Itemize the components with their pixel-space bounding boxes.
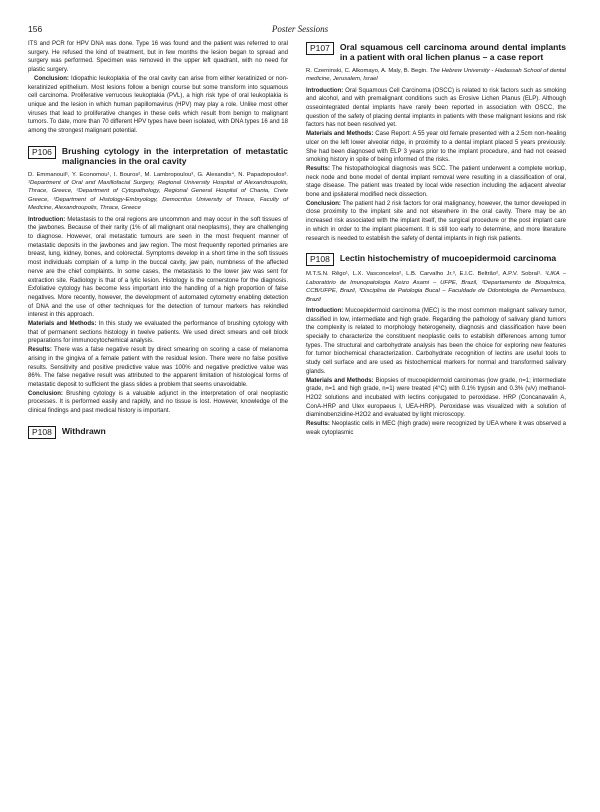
section-label: Materials and Methods: bbox=[306, 377, 374, 384]
section-text: Neoplastic cells in MEC (high grade) were recognized by UEA where it was observed a weak cytoplasmic bbox=[306, 421, 566, 436]
abstract-section bbox=[306, 377, 566, 421]
conclusion-label: Conclusion: bbox=[34, 75, 69, 82]
abstract-section bbox=[28, 346, 288, 390]
author-list: D. Emmanouil¹, Y. Economou¹, I. Bouros², M. Lambropoulou³, G. Alexandis⁴, N. Papadopoulos³. bbox=[28, 171, 288, 178]
abstract-title: Brushing cytology in the interpretation of metastatic malignancies in the oral cavity bbox=[61, 145, 288, 167]
abstract-section bbox=[28, 390, 288, 416]
abstract-section bbox=[28, 320, 288, 346]
author-affiliations: ¹Department of Oral and Maxillofacial Surgery, Regional University Hospital of Alexandroupolis, Thrace, Greece, ²Department of Cytopathology, Regional General Hospital of Chania, Crete Greece, ³Department of Histology-Embryology, Democritus University of Thrace, Faculty of Medicine, Alexandroupolis, Thrace, Greece bbox=[28, 179, 288, 212]
author-list: R. Czerninski, C. Alkomayo, A. Maly, B. Begin. bbox=[306, 67, 428, 74]
section-text: The patient had 2 risk factors for oral malignancy, however, the tumor developed in close proximity to the implant site and not elsewhere in the oral cavity. There may be an increased risk associated with the implant itself, the surgical procedure or the post implant care in which in order to the implant placement. It is still too early to determine, and more literature research is needed to establish the safety of dental implants in high risk patients. bbox=[306, 200, 566, 242]
section-label: Introduction: bbox=[28, 216, 66, 223]
abstract-id-badge: P107 bbox=[306, 42, 334, 55]
abstract-section bbox=[306, 87, 566, 131]
continuation-conclusion bbox=[28, 75, 288, 136]
section-label: Materials and Methods: bbox=[28, 321, 97, 328]
abstract-title: Lectin histochemistry of mucoepidermoid carcinoma bbox=[339, 253, 557, 264]
conclusion-text: Idiopathic leukoplakia of the oral cavity can arise from either keratinized or non-keratinized epithelium. Most lesions follow a benign course but some transform into squamous cell carcinoma. Proliferative verrucous leukoplakia (PVL), a high risk type of oral leukoplakia is unique and the lesion in which human papillomavirus (HPV) may play a role. Unlike most other viruses that lead to proliferative changes in these cells which result from benign to malignant tumors. To date, more than 70 different HPV types have been isolated, with DNA types 16 and 18 among the strongest malignant potential. bbox=[28, 75, 288, 135]
abstract-heading-p107 bbox=[306, 42, 566, 63]
section-label: Conclusion: bbox=[306, 200, 341, 207]
abstract-section bbox=[28, 216, 288, 320]
left-column bbox=[28, 40, 288, 443]
abstract-section bbox=[306, 200, 566, 244]
section-text: Oral Squamous Cell Carcinoma (OSCC) is related to risk factors such as smoking and alcohol, and with premalignant conditions such as Erosive Lichen Planus (ELP). Although osseointegrated dental implants have rarely been reported in association with OSCC, the question of the safety of placing dental implants in patients with these malignant lesions and risk factors has not been resolved yet. bbox=[306, 87, 566, 129]
abstract-title: Withdrawn bbox=[61, 425, 106, 436]
section-label: Introduction: bbox=[306, 307, 344, 314]
abstract-id-badge: P106 bbox=[28, 146, 56, 159]
section-label: Introduction: bbox=[306, 87, 344, 94]
author-list: M.T.S.N. Rêgo¹, L.X. Vasconcelos², L.B. Carvalho Jr.³, E.I.C. Beltrão², A.P.V. Sobral¹. bbox=[306, 271, 542, 278]
abstract-section bbox=[306, 307, 566, 377]
abstract-heading-p108 bbox=[306, 253, 566, 266]
abstract-authors bbox=[306, 67, 566, 84]
section-text: Biopsies of mucoepidermoid carcinomas (low grade, n=1; intermediate grade, n=1 and high grade, n=1) were treated (4°C) with 0.1% trypsin and 0.3% (v/v) methanol-H2O2 solutions and incubated with lectins conjugated to peroxidase. HRP (Concanavalin A, ConA-HRP and Ulex europaeus I, UEA-HRP). Peroxidase was visualized with a solution of diaminobenzidine-H2O2 and evaluated by light microscopy. bbox=[306, 377, 566, 419]
abstract-id-badge: P108 bbox=[28, 426, 56, 439]
abstract-section bbox=[306, 130, 566, 165]
abstract-heading-withdrawn bbox=[28, 426, 288, 439]
abstract-authors bbox=[306, 270, 566, 304]
continuation-paragraph: ITS and PCR for HPV DNA was done. Type 16 was found and the patient was referred to oral surgery. He refused the kind of treatment, but in few months the lesion began to spread and surgery was performed. Specimen was removed in the upper left quadrant, with no need for plastic surgery. bbox=[28, 41, 288, 74]
running-head: Poster Sessions bbox=[271, 24, 329, 34]
section-label: Results: bbox=[28, 347, 52, 354]
page-number: 156 bbox=[28, 24, 43, 34]
author-affiliations: The Hebrew University - Hadassah School of dental medicine, Jerusalem, Israel bbox=[306, 67, 566, 83]
page-header bbox=[28, 24, 572, 38]
section-label: Conclusion: bbox=[28, 390, 63, 397]
abstract-title: Oral squamous cell carcinoma around dental implants in a patient with oral lichen planus – a case report bbox=[339, 42, 566, 63]
section-text: There was a false negative result by direct smearing on scoring a case of melanoma arising in the gingiva of a female patient with the residual lesion. There were no false positive results. Sensitivity and positive predictive value was 100% and negative predictive value was 86%. The false negative result was attributed to the apparent limitation of histological forms of metastatic deposit to sufficient the glass slides a problem that seems unavoidable. bbox=[28, 347, 289, 388]
section-text: Metastasis to the oral regions are uncommon and may occur in the soft tissues of the jawbones. Because of their rarity (1% of all malignant oral neoplasms), they are challenging to diagnose. However, oral metastatic tumours are seen in the most frequent manner of metastatic deposits in the jawbones and jaw region. The most frequently reported primaries are breast, lung, kidney, bones, and colorectal. Symptoms develop in a short time in the soft tissues most individuals complain of a lump in the buccal cavity, jaw pain, numbness of the affected nerve are the chief complaints. In some cases, the metastasis to the lower jaw was sent for extraction site. Radiology is that of a lytic lesion. Histology is the cornerstone for the diagnosis. Exfoliative cytology has become less important into the handling of a high proportion of false negatives. More recently, however, the development of automated cytometry enabling detection of DNA and the use of other techniques for the detection of tumour markers has rekindled interest in this approach. bbox=[28, 216, 288, 319]
abstract-section bbox=[306, 165, 566, 200]
section-label: Results: bbox=[306, 165, 330, 172]
right-column bbox=[306, 40, 566, 437]
section-label: Materials and Methods: bbox=[306, 131, 374, 138]
section-label: Results: bbox=[306, 421, 330, 428]
abstract-section bbox=[306, 420, 566, 437]
abstract-heading-p106 bbox=[28, 146, 288, 167]
author-affiliations: ¹LIKA – Laboratório de Imunopatologia Keizo Asami – UFPE, Brazil, ²Departamento de Bioquímica, CCB/UFPE, Brazil, ³Disciplina de Patologia Bucal – Faculdade de Odontologia de Pernambuco, Brazil bbox=[306, 271, 566, 303]
abstract-id-badge: P108 bbox=[306, 253, 334, 266]
section-text: Case Report: A 55 year old female presented with a 2.5cm non-healing ulcer on the left lower alveolar ridge, in proximity to a dental implant placed 5 years previously. She had been diagnosed with ELP 3 years prior to the implant procedure, and had not ceased smoking history in spite of being informed of the risks. bbox=[306, 131, 566, 164]
abstract-authors bbox=[28, 171, 288, 213]
section-text: Mucoepidermoid carcinoma (MEC) is the most common malignant salivary tumor, classified in low, intermediate and high grade. Regarding the pathology of salivary gland tumors the complexity is related to morphology heterogeneity, diagnosis and classification have been specially to characterize the constituent neoplastic cells to establish differences among tumor types. The structural and carbohydrate analysis has been the choice for exploring new features for tumor biochemical characterization. Carbohydrate recognition of lectins are useful tools to study cell surface and are used as histochemical markers for normal and transformed salivary glands. bbox=[306, 307, 566, 375]
section-text: In this study we evaluated the performance of brushing cytology with that of permanent sections histology in twelve patients. We used direct smears and cell block preparations for immunocytochemical analysis. bbox=[28, 321, 288, 345]
section-text: The histopathological diagnosis was SCC. The patient underwent a complete workup, neck node and bone model of dental implant removal were resulting in a classification of oral, stage disease. The patient was treated by local wide resection including the adjacent alveolar bone and ipsilateral modified neck dissection. bbox=[306, 165, 567, 199]
section-text: Brushing cytology is a valuable adjunct in the interpretation of oral neoplastic processes. It is performed easily and rapidly, and no tissue is lost. However, knowledge of the clinical findings and past medical history is important. bbox=[28, 390, 289, 415]
